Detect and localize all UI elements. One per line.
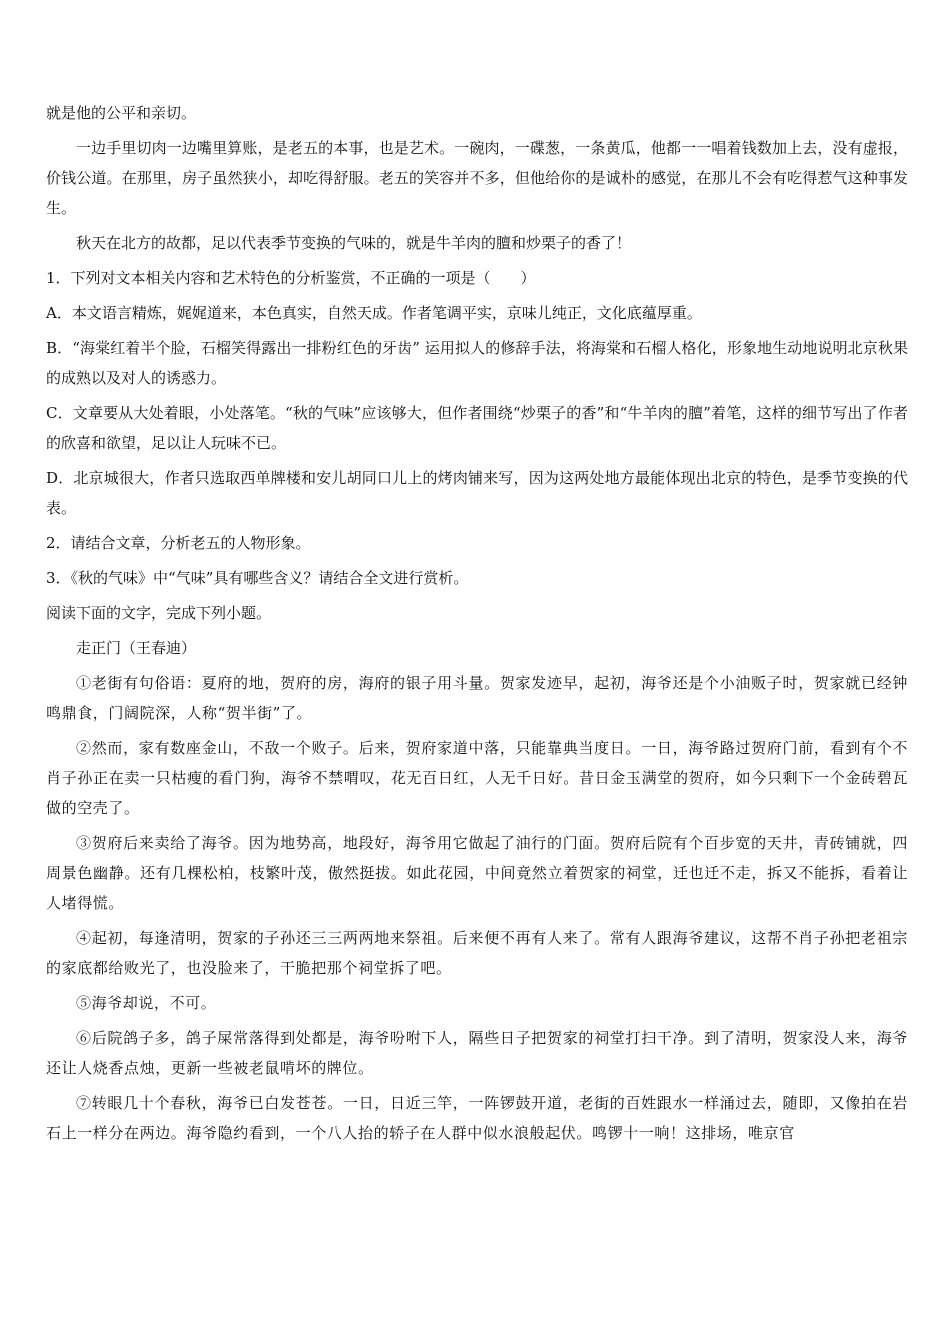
story-paragraph-5: ⑤海爷却说，不可。 (76, 994, 217, 1012)
story-paragraph-1: ①老街有句俗语：夏府的地，贺府的房，海府的银子用斗量。贺家发迹早，起初，海爷还是个小油贩子时，贺家就已经钟鸣鼎食，门阔院深，人称“贺半街”了。 (46, 674, 908, 722)
paragraph-3: 秋天在北方的故都，足以代表季节变换的气味的，就是牛羊肉的膻和炒栗子的香了！ (76, 234, 632, 252)
question-3: 3．《秋的气味》中“气味”具有哪些含义？请结合全文进行赏析。 (46, 569, 469, 587)
option-c: C．文章要从大处着眼，小处落笔。“秋的气味”应该够大，但作者围绕“炒栗子的香”和“牛羊肉的膻”着笔，这样的细节写出了作者的欣喜和欲望，足以让人玩味不已。 (46, 404, 908, 452)
document-page (46, 98, 908, 1153)
story-paragraph-6: ⑥后院鸽子多，鸽子屎常落得到处都是，海爷吩咐下人，隔些日子把贺家的祠堂打扫干净。到了清明，贺家没人来，海爷还让人烧香点烛，更新一些被老鼠啃坏的牌位。 (46, 1029, 908, 1077)
paragraph-1: 就是他的公平和亲切。 (46, 104, 197, 122)
paragraph-2: 一边手里切肉一边嘴里算账，是老五的本事，也是艺术。一碗肉，一碟葱，一条黄瓜，他都一一唱着钱数加上去，没有虚报，价钱公道。在那里，房子虽然狭小，却吃得舒服。老五的笑容并不多，但他给你的是诚朴的感觉，在那儿不会有吃得惹气这种事发生。 (46, 139, 908, 217)
option-d: D．北京城很大，作者只选取西单牌楼和安儿胡同口儿上的烤肉铺来写，因为这两处地方最能体现出北京的特色，是季节变换的代表。 (46, 469, 908, 517)
story-paragraph-7: ⑦转眼几十个春秋，海爷已白发苍苍。一日，日近三竿，一阵锣鼓开道，老街的百姓跟水一样涌过去，随即，又像拍在岩石上一样分在两边。海爷隐约看到，一个八人抬的轿子在人群中似水浪般起伏。鸣锣十一响！这排场，唯京官 (46, 1094, 908, 1142)
question-1: 1．下列对文本相关内容和艺术特色的分析鉴赏，不正确的一项是（ ） (46, 269, 536, 287)
option-b: B．“海棠红着半个脸，石榴笑得露出一排粉红色的牙齿” 运用拟人的修辞手法，将海棠和石榴人格化，形象地生动地说明北京秋果的成熟以及对人的诱惑力。 (46, 339, 908, 387)
story-paragraph-2: ②然而，家有数座金山，不敌一个败子。后来，贺府家道中落，只能靠典当度日。一日，海爷路过贺府门前，看到有个不肖子孙正在卖一只枯瘦的看门狗，海爷不禁喟叹，花无百日红，人无千日好。昔日金玉满堂的贺府，如今只剩下一个金砖碧瓦做的空壳了。 (46, 739, 908, 817)
story-paragraph-3: ③贺府后来卖给了海爷。因为地势高，地段好，海爷用它做起了油行的门面。贺府后院有个百步宽的天井，青砖铺就，四周景色幽静。还有几棵松柏，枝繁叶茂，傲然挺拔。如此花园，中间竟然立着贺家的祠堂，迁也迁不走，拆又不能拆，看着让人堵得慌。 (46, 834, 908, 912)
story-title: 走正门（王春迪） (76, 639, 197, 657)
question-2: 2．请结合文章，分析老五的人物形象。 (46, 534, 311, 552)
option-a: A．本文语言精炼，娓娓道来，本色真实，自然天成。作者笔调平实，京味儿纯正，文化底蕴厚重。 (46, 304, 702, 322)
reading-instruction: 阅读下面的文字，完成下列小题。 (46, 604, 272, 622)
story-paragraph-4: ④起初，每逢清明，贺家的子孙还三三两两地来祭祖。后来便不再有人来了。常有人跟海爷建议，这帮不肖子孙把老祖宗的家底都给败光了，也没脸来了，干脆把那个祠堂拆了吧。 (46, 929, 908, 977)
